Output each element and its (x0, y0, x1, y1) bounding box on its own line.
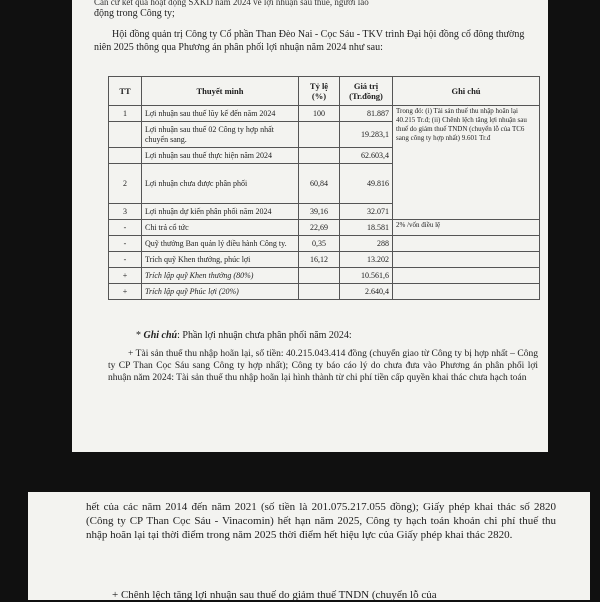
profit-distribution-table (108, 76, 540, 300)
table-row (109, 236, 540, 252)
header-tt: TT (109, 77, 142, 106)
cell-value: 288 (340, 236, 393, 252)
cell-percent (299, 284, 340, 300)
cell-note-merged: Trong đó: (i) Tài sản thuế thu nhập hoãn lại 40.215 Tr.đ; (ii) Chênh lệch tăng lợi nhuận sau thuế do giảm thuế TNDN (chuyển lỗ của TC6 sang công ty hợp nhất) 9.601 Tr.đ (393, 106, 540, 220)
cell-description: Trích lập quỹ Khen thưởng (80%) (142, 268, 299, 284)
cell-description: Chi trả cổ tức (142, 220, 299, 236)
cut-off-text: Căn cứ kết quả hoạt động SXKD năm 2024 về lợi nhuận sau thuế, người lao (94, 0, 369, 7)
cell-value: 19.283,1 (340, 122, 393, 148)
cell-value: 13.202 (340, 252, 393, 268)
intro-paragraph: Hội đồng quản trị Công ty Cổ phần Than Đèo Nai - Cọc Sáu - TKV trình Đại hội đồng cổ đông thường niên 2025 thông qua Phương án phân phối lợi nhuận năm 2024 như sau: (94, 29, 525, 53)
cell-value: 81.887 (340, 106, 393, 122)
cell-tt: 3 (109, 204, 142, 220)
cell-percent: 60,84 (299, 164, 340, 204)
cell-percent (299, 148, 340, 164)
note-paragraph: + Tài sản thuế thu nhập hoãn lại, số tiền: 40.215.043.414 đồng (chuyển giao từ Công ty bị hợp nhất – Công ty CP Than Cọc Sáu sang Công ty hợp nhất); Công ty báo cáo lý do chưa đưa vào Phương án phân phối lợi nhuận năm 2024: Tài sản thuế thu nhập hoãn lại hình thành từ chi phí tiền cấp quyền khai thác chưa hạch toán (108, 349, 538, 383)
document-page-1 (72, 0, 548, 452)
cell-description: Lợi nhuận chưa được phân phối (142, 164, 299, 204)
cell-percent (299, 268, 340, 284)
cell-description: Lợi nhuận sau thuế 02 Công ty hợp nhất chuyển sang. (142, 122, 299, 148)
cell-description: Trích lập quỹ Phúc lợi (20%) (142, 284, 299, 300)
cell-description: Trích quỹ Khen thưởng, phúc lợi (142, 252, 299, 268)
cell-percent: 22,69 (299, 220, 340, 236)
document-page-2 (28, 492, 590, 600)
cell-tt: - (109, 252, 142, 268)
cell-tt: + (109, 268, 142, 284)
cell-tt: - (109, 220, 142, 236)
table-row (109, 252, 540, 268)
cell-description: Lợi nhuận sau thuế thực hiện năm 2024 (142, 148, 299, 164)
cell-note (393, 268, 540, 284)
table-row (109, 220, 540, 236)
cell-tt (109, 148, 142, 164)
cell-value: 10.561,6 (340, 268, 393, 284)
continued-paragraph: hết của các năm 2014 đến năm 2021 (số tiền là 201.075.217.055 đồng); Giấy phép khai thác số 2820 (Công ty CP Than Cọc Sáu - Vinacomin) hết hạn năm 2025, Công ty hạch toán khoản chi phí thuế thu nhập hoãn lại tại thời điểm trong năm 2025 thời điểm hết hiệu lực của Giấy phép khai thác 2820. (86, 501, 556, 541)
text-line: động trong Công ty; (94, 8, 175, 19)
cell-value: 32.071 (340, 204, 393, 220)
cell-description: Lợi nhuận dự kiến phân phối năm 2024 (142, 204, 299, 220)
note-heading: * Ghi chú: Phần lợi nhuận chưa phân phối năm 2024: (136, 330, 352, 341)
header-note: Ghi chú (393, 77, 540, 106)
cell-percent: 16,12 (299, 252, 340, 268)
header-value: Giá trị (Tr.đồng) (340, 77, 393, 106)
table-row (109, 284, 540, 300)
cell-tt: - (109, 236, 142, 252)
note-label: Ghi chú (143, 330, 178, 341)
note-heading-text: : Phần lợi nhuận chưa phân phối năm 2024: (177, 330, 352, 341)
table-row (109, 106, 540, 122)
cell-percent (299, 122, 340, 148)
cell-percent: 100 (299, 106, 340, 122)
cell-description: Lợi nhuận sau thuế lũy kế đến năm 2024 (142, 106, 299, 122)
cell-value: 62.603,4 (340, 148, 393, 164)
cell-value: 49.816 (340, 164, 393, 204)
cell-value: 18.581 (340, 220, 393, 236)
cell-value: 2.640,4 (340, 284, 393, 300)
cell-tt: 2 (109, 164, 142, 204)
cell-percent: 0,35 (299, 236, 340, 252)
header-percent: Tỷ lệ (%) (299, 77, 340, 106)
cell-note (393, 236, 540, 252)
header-description: Thuyết minh (142, 77, 299, 106)
cell-tt: + (109, 284, 142, 300)
cell-note: 2% /vốn điều lệ (393, 220, 540, 236)
bullet-line: + Chênh lệch tăng lợi nhuận sau thuế do giảm thuế TNDN (chuyển lỗ của (112, 589, 437, 601)
cell-description: Quỹ thưởng Ban quản lý điều hành Công ty. (142, 236, 299, 252)
table-header-row (109, 77, 540, 106)
cell-tt (109, 122, 142, 148)
cell-note (393, 252, 540, 268)
cell-note (393, 284, 540, 300)
cell-tt: 1 (109, 106, 142, 122)
table-row (109, 268, 540, 284)
cell-percent: 39,16 (299, 204, 340, 220)
